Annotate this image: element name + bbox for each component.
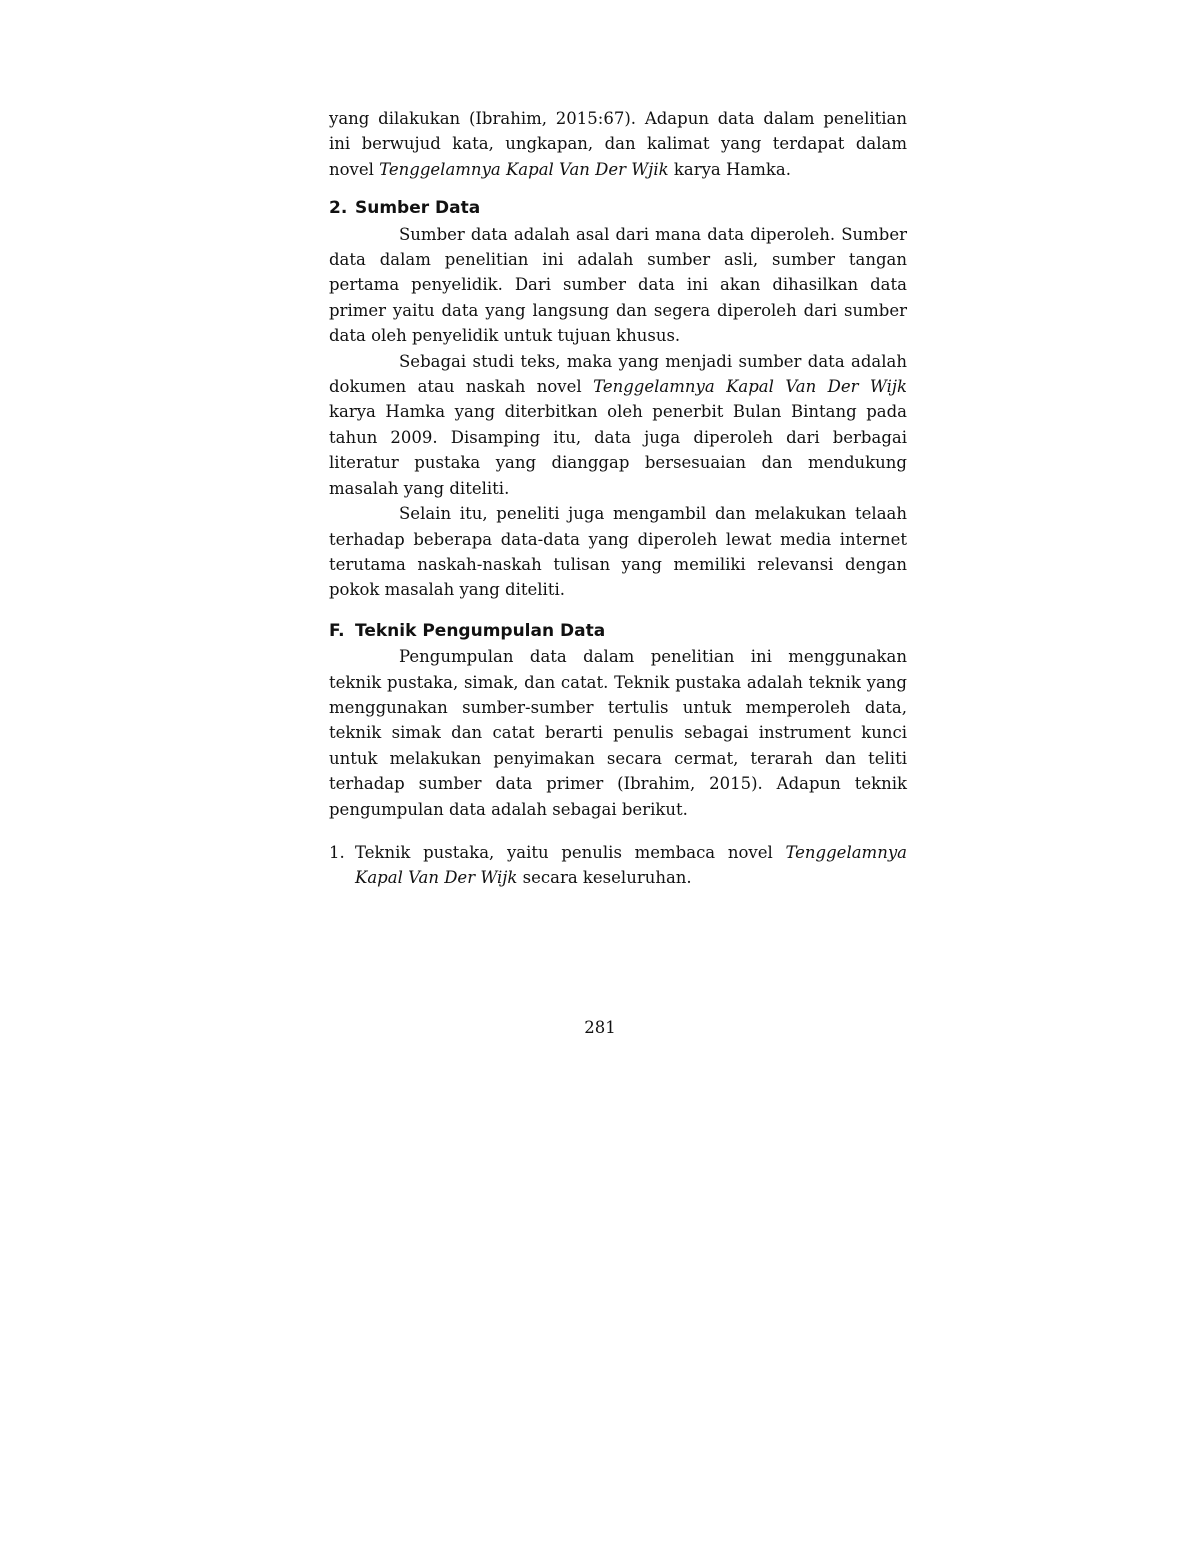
novel-title: Tenggelamnya Kapal Van Der Wijk bbox=[355, 842, 907, 888]
section-title: Sumber Data bbox=[355, 198, 481, 219]
sumber-paragraph-3: Selain itu, peneliti juga mengambil dan melakukan telaah terhadap beberapa data-data yang diperoleh lewat media internet terutama naskah-naskah tulisan yang memiliki relevansi dengan pokok masalah yang diteliti. bbox=[329, 504, 907, 600]
teknik-paragraph-1: Pengumpulan data dalam penelitian ini menggunakan teknik pustaka, simak, dan catat. Teknik pustaka adalah teknik yang menggunakan sumber-sumber tertulis untuk memperoleh data, teknik simak dan catat berarti penulis sebagai instrument kunci untuk melakukan penyimakan secara cermat, terarah dan teliti terhadap sumber data primer (Ibrahim, 2015). Adapun teknik pengumpulan data adalah sebagai berikut. bbox=[329, 647, 907, 819]
section-number: 2. bbox=[329, 198, 348, 219]
document-page bbox=[329, 106, 907, 891]
sumber-paragraph-1: Sumber data adalah asal dari mana data diperoleh. Sumber data dalam penelitian ini adalah sumber asli, sumber tangan pertama penyelidik. Dari sumber data ini akan dihasilkan data primer yaitu data yang langsung dan segera diperoleh dari sumber data oleh penyelidik untuk tujuan khusus. bbox=[329, 224, 907, 346]
list-item-text: Teknik pustaka, yaitu penulis membaca novel Tenggelamnya Kapal Van Der Wijk secara keseluruhan. bbox=[355, 842, 907, 888]
section-heading-teknik-pengumpulan bbox=[329, 619, 907, 644]
novel-title: Tenggelamnya Kapal Van Der Wjik bbox=[379, 159, 669, 179]
novel-title: Tenggelamnya Kapal Van Der Wijk bbox=[593, 377, 907, 397]
section-number: F. bbox=[329, 620, 345, 641]
sumber-paragraph-2: Sebagai studi teks, maka yang menjadi sumber data adalah dokumen atau naskah novel Tenggelamnya Kapal Van Der Wijk karya Hamka yang diterbitkan oleh penerbit Bulan Bintang pada tahun 2009. Disamping itu, data juga diperoleh dari berbagai literatur pustaka yang dianggap bersesuaian dan mendukung masalah yang diteliti. bbox=[329, 351, 907, 498]
list-number: 1. bbox=[329, 842, 345, 862]
intro-paragraph: yang dilakukan (Ibrahim, 2015:67). Adapun data dalam penelitian ini berwujud kata, ungkapan, dan kalimat yang terdapat dalam novel Tenggelamnya Kapal Van Der Wjik karya Hamka. bbox=[329, 109, 907, 179]
section-heading-sumber-data bbox=[329, 196, 907, 221]
list-item bbox=[329, 840, 907, 891]
page-number: 281 bbox=[584, 1018, 616, 1037]
section-title: Teknik Pengumpulan Data bbox=[355, 620, 606, 641]
